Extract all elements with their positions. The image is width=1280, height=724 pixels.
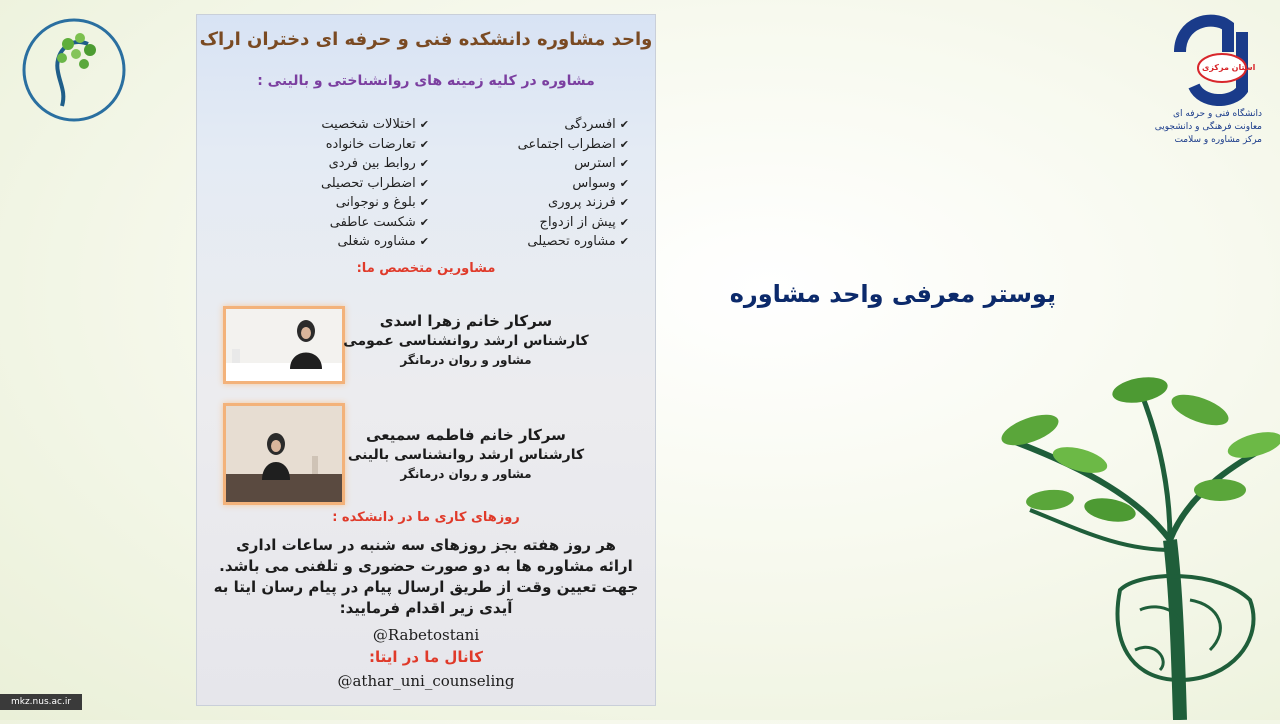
topic-item: ✔روابط بین فردی	[328, 156, 429, 171]
university-emblem-icon	[1172, 12, 1250, 106]
tree-illustration	[990, 350, 1280, 720]
counselor-role: کارشناس ارشد روانشناسی بالینی	[347, 447, 585, 463]
working-days-heading: روزهای کاری ما در دانشکده :	[332, 510, 520, 525]
info-line: ارائه مشاوره ها به دو صورت حضوری و تلفنی می باشد.	[219, 557, 633, 575]
check-icon: ✔	[419, 196, 429, 209]
counselor-role: کارشناس ارشد روانشناسی عمومی	[343, 333, 589, 349]
check-icon: ✔	[419, 235, 429, 248]
check-icon: ✔	[419, 215, 429, 229]
topics-list-left	[289, 115, 429, 252]
channel-heading: کانال ما در ایتا:	[368, 648, 484, 666]
check-icon: ✔	[419, 157, 429, 170]
check-icon: ✔	[419, 118, 429, 131]
topic-item: ✔تعارضات خانواده	[325, 136, 429, 152]
counseling-logo	[18, 14, 130, 126]
logo-line-3: مرکز مشاوره و سلامت	[1174, 135, 1262, 145]
info-line: جهت تعیین وقت از طریق ارسال پیام در پیام رسان ایتا به	[213, 578, 639, 596]
check-icon: ✔	[619, 235, 629, 248]
topic-item: ✔مشاوره شغلی	[337, 234, 429, 249]
counselor-desc: مشاور و روان درمانگر	[400, 467, 532, 481]
topic-item: ✔اختلالات شخصیت	[321, 117, 429, 132]
check-icon: ✔	[419, 137, 429, 151]
topic-item: ✔اضطراب اجتماعی	[517, 136, 629, 152]
check-icon: ✔	[419, 176, 429, 190]
university-logo	[1150, 12, 1262, 162]
poster-title: واحد مشاوره دانشکده فنی و حرفه ای دختران اراک	[199, 29, 653, 50]
counselor-desc: مشاور و روان درمانگر	[400, 353, 532, 367]
check-icon: ✔	[619, 215, 629, 229]
logo-line-2: معاونت فرهنگی و دانشجویی	[1154, 122, 1262, 132]
eitaa-id: @Rabetostani	[372, 626, 480, 644]
counselors-heading: مشاورین متخصص ما:	[356, 261, 496, 276]
counselor-photo-2	[223, 403, 345, 505]
working-days-info	[207, 535, 645, 619]
check-icon: ✔	[619, 157, 629, 170]
topic-item: ✔پیش از ازدواج	[539, 214, 629, 230]
slide-title: پوستر معرفی واحد مشاوره	[729, 280, 1056, 308]
counselor-card-1	[341, 311, 591, 369]
logo-line-1: دانشگاه فنی و حرفه ای	[1173, 109, 1262, 119]
counseling-poster	[196, 14, 656, 706]
counselor-photo-1	[223, 306, 345, 384]
topics-list-right	[489, 115, 629, 252]
topic-item: ✔وسواس	[572, 175, 629, 191]
topic-item: ✔استرس	[574, 156, 629, 171]
topic-item: ✔اضطراب تحصیلی	[320, 175, 429, 191]
topic-item: ✔بلوغ و نوجوانی	[335, 195, 429, 210]
footer-url-badge[interactable]: mkz.nus.ac.ir	[0, 694, 82, 710]
info-line: آیدی زیر اقدام فرمایید:	[339, 599, 513, 617]
counselor-name: سرکار خانم زهرا اسدی	[379, 312, 553, 330]
channel-id: @athar_uni_counseling	[337, 672, 515, 690]
topic-item: ✔فرزند پروری	[548, 195, 629, 210]
counselor-card-2	[341, 425, 591, 483]
topic-item: ✔شکست عاطفی	[329, 214, 429, 230]
province-badge: استان مرکزی	[1202, 63, 1256, 72]
counselor-name: سرکار خانم فاطمه سمیعی	[366, 426, 566, 444]
topic-item: ✔مشاوره تحصیلی	[527, 234, 629, 249]
check-icon: ✔	[619, 118, 629, 131]
info-line: هر روز هفته بجز روزهای سه شنبه در ساعات اداری	[236, 536, 616, 554]
poster-subtitle: مشاوره در کلیه زمینه های روانشناختی و بالینی :	[257, 73, 595, 89]
check-icon: ✔	[619, 176, 629, 190]
check-icon: ✔	[619, 196, 629, 209]
check-icon: ✔	[619, 137, 629, 151]
topic-item: ✔افسردگی	[564, 117, 629, 132]
